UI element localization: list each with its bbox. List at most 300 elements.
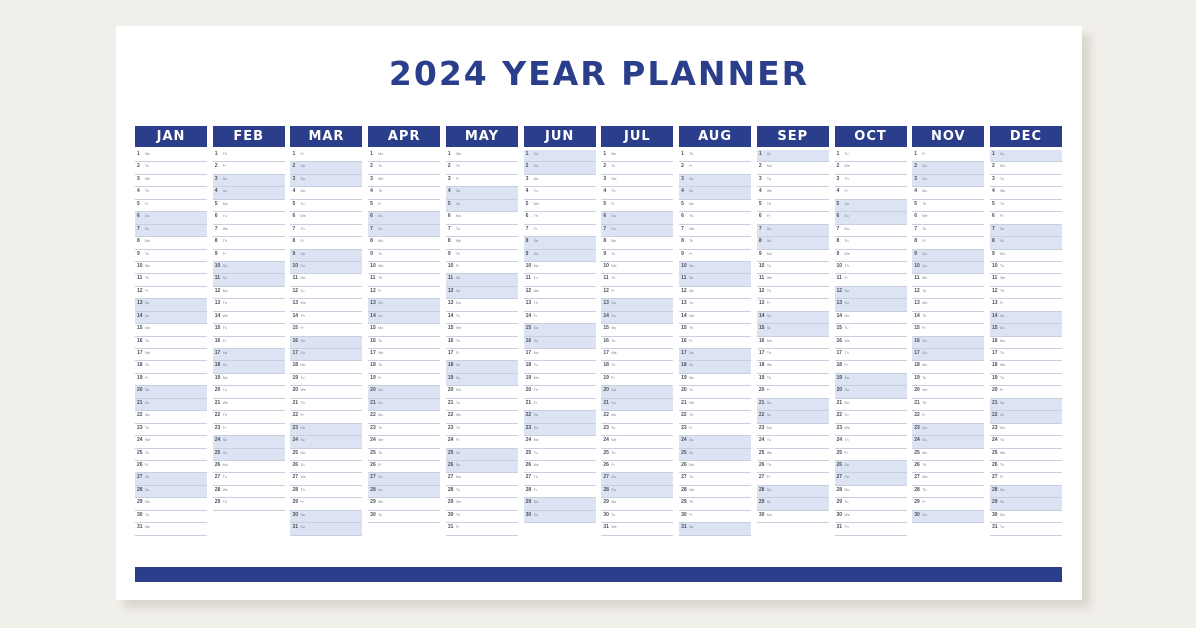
day-row[interactable] [524, 212, 596, 224]
day-row[interactable] [368, 449, 440, 461]
day-row[interactable] [290, 337, 362, 349]
day-row[interactable] [679, 399, 751, 411]
day-row[interactable] [135, 299, 207, 311]
day-row[interactable] [368, 424, 440, 436]
day-row[interactable] [601, 436, 673, 448]
day-row[interactable] [368, 361, 440, 373]
day-row[interactable] [290, 449, 362, 461]
day-row[interactable] [601, 175, 673, 187]
day-row[interactable] [601, 299, 673, 311]
day-row[interactable] [135, 250, 207, 262]
day-row[interactable] [368, 262, 440, 274]
day-row[interactable] [524, 498, 596, 510]
day-row[interactable] [524, 187, 596, 199]
day-row[interactable] [601, 411, 673, 423]
day-row[interactable] [213, 461, 285, 473]
day-row[interactable] [368, 150, 440, 162]
day-row[interactable] [290, 299, 362, 311]
day-row[interactable] [835, 262, 907, 274]
day-row[interactable] [757, 498, 829, 510]
day-row[interactable] [835, 225, 907, 237]
day-row[interactable] [601, 486, 673, 498]
day-row[interactable] [835, 473, 907, 485]
day-row[interactable] [524, 250, 596, 262]
day-row[interactable] [290, 523, 362, 535]
day-row[interactable] [912, 274, 984, 286]
day-row[interactable] [368, 324, 440, 336]
day-row[interactable] [912, 461, 984, 473]
day-row[interactable] [835, 436, 907, 448]
day-row[interactable] [213, 424, 285, 436]
day-row[interactable] [213, 486, 285, 498]
day-row[interactable] [912, 337, 984, 349]
day-row[interactable] [835, 361, 907, 373]
day-row[interactable] [446, 162, 518, 174]
day-row[interactable] [135, 262, 207, 274]
day-row[interactable] [990, 187, 1062, 199]
day-row[interactable] [601, 473, 673, 485]
day-row[interactable] [912, 212, 984, 224]
day-row[interactable] [601, 200, 673, 212]
day-row[interactable] [368, 237, 440, 249]
day-row[interactable] [757, 200, 829, 212]
day-row[interactable] [757, 486, 829, 498]
day-row[interactable] [601, 399, 673, 411]
day-row[interactable] [446, 399, 518, 411]
day-row[interactable] [446, 436, 518, 448]
day-row[interactable] [524, 150, 596, 162]
day-row[interactable] [290, 287, 362, 299]
day-row[interactable] [990, 175, 1062, 187]
day-row[interactable] [446, 274, 518, 286]
day-row[interactable] [757, 399, 829, 411]
day-row[interactable] [446, 200, 518, 212]
day-row[interactable] [135, 449, 207, 461]
day-row[interactable] [290, 250, 362, 262]
day-row[interactable] [213, 200, 285, 212]
day-row[interactable] [835, 162, 907, 174]
day-row[interactable] [835, 175, 907, 187]
day-row[interactable] [446, 262, 518, 274]
day-row[interactable] [990, 312, 1062, 324]
day-row[interactable] [601, 424, 673, 436]
day-row[interactable] [446, 511, 518, 523]
day-row[interactable] [601, 250, 673, 262]
day-row[interactable] [446, 212, 518, 224]
day-row[interactable] [912, 187, 984, 199]
day-row[interactable] [835, 461, 907, 473]
day-row[interactable] [135, 237, 207, 249]
day-row[interactable] [990, 324, 1062, 336]
day-row[interactable] [524, 237, 596, 249]
day-row[interactable] [835, 511, 907, 523]
day-row[interactable] [368, 225, 440, 237]
day-row[interactable] [290, 361, 362, 373]
day-row[interactable] [213, 449, 285, 461]
day-row[interactable] [524, 299, 596, 311]
day-row[interactable] [446, 150, 518, 162]
day-row[interactable] [135, 461, 207, 473]
day-row[interactable] [213, 337, 285, 349]
day-row[interactable] [835, 498, 907, 510]
day-row[interactable] [368, 250, 440, 262]
day-row[interactable] [757, 299, 829, 311]
day-row[interactable] [835, 411, 907, 423]
day-row[interactable] [601, 187, 673, 199]
day-row[interactable] [213, 436, 285, 448]
day-row[interactable] [757, 237, 829, 249]
day-row[interactable] [912, 150, 984, 162]
day-row[interactable] [368, 498, 440, 510]
day-row[interactable] [757, 212, 829, 224]
day-row[interactable] [757, 274, 829, 286]
day-row[interactable] [679, 411, 751, 423]
day-row[interactable] [290, 324, 362, 336]
day-row[interactable] [290, 473, 362, 485]
day-row[interactable] [213, 274, 285, 286]
day-row[interactable] [757, 225, 829, 237]
day-row[interactable] [990, 349, 1062, 361]
day-row[interactable] [990, 225, 1062, 237]
day-row[interactable] [990, 511, 1062, 523]
day-row[interactable] [213, 162, 285, 174]
day-row[interactable] [446, 187, 518, 199]
day-row[interactable] [524, 262, 596, 274]
day-row[interactable] [213, 212, 285, 224]
day-row[interactable] [524, 162, 596, 174]
day-row[interactable] [290, 511, 362, 523]
day-row[interactable] [835, 424, 907, 436]
day-row[interactable] [290, 225, 362, 237]
day-row[interactable] [290, 175, 362, 187]
day-row[interactable] [757, 374, 829, 386]
day-row[interactable] [446, 312, 518, 324]
day-row[interactable] [601, 386, 673, 398]
day-row[interactable] [679, 299, 751, 311]
day-row[interactable] [679, 386, 751, 398]
day-row[interactable] [135, 511, 207, 523]
day-row[interactable] [757, 162, 829, 174]
day-row[interactable] [679, 175, 751, 187]
day-row[interactable] [912, 200, 984, 212]
day-row[interactable] [524, 337, 596, 349]
day-row[interactable] [446, 324, 518, 336]
day-row[interactable] [446, 349, 518, 361]
day-row[interactable] [368, 312, 440, 324]
day-row[interactable] [990, 399, 1062, 411]
day-row[interactable] [679, 337, 751, 349]
day-row[interactable] [213, 411, 285, 423]
day-row[interactable] [912, 511, 984, 523]
day-row[interactable] [135, 361, 207, 373]
day-row[interactable] [679, 200, 751, 212]
day-row[interactable] [601, 274, 673, 286]
day-row[interactable] [679, 473, 751, 485]
day-row[interactable] [446, 299, 518, 311]
day-row[interactable] [524, 324, 596, 336]
day-row[interactable] [368, 187, 440, 199]
day-row[interactable] [135, 162, 207, 174]
day-row[interactable] [213, 175, 285, 187]
day-row[interactable] [757, 187, 829, 199]
day-row[interactable] [679, 287, 751, 299]
day-row[interactable] [679, 225, 751, 237]
day-row[interactable] [912, 175, 984, 187]
day-row[interactable] [757, 473, 829, 485]
day-row[interactable] [368, 274, 440, 286]
day-row[interactable] [835, 287, 907, 299]
day-row[interactable] [990, 162, 1062, 174]
day-row[interactable] [135, 175, 207, 187]
day-row[interactable] [912, 250, 984, 262]
day-row[interactable] [757, 424, 829, 436]
day-row[interactable] [524, 386, 596, 398]
day-row[interactable] [990, 337, 1062, 349]
day-row[interactable] [524, 225, 596, 237]
day-row[interactable] [679, 424, 751, 436]
day-row[interactable] [213, 312, 285, 324]
day-row[interactable] [757, 511, 829, 523]
day-row[interactable] [524, 473, 596, 485]
day-row[interactable] [290, 424, 362, 436]
day-row[interactable] [912, 486, 984, 498]
day-row[interactable] [601, 312, 673, 324]
day-row[interactable] [757, 262, 829, 274]
day-row[interactable] [757, 361, 829, 373]
day-row[interactable] [368, 436, 440, 448]
day-row[interactable] [835, 312, 907, 324]
day-row[interactable] [446, 424, 518, 436]
day-row[interactable] [601, 374, 673, 386]
day-row[interactable] [835, 374, 907, 386]
day-row[interactable] [524, 424, 596, 436]
day-row[interactable] [368, 511, 440, 523]
day-row[interactable] [835, 324, 907, 336]
day-row[interactable] [990, 150, 1062, 162]
day-row[interactable] [990, 212, 1062, 224]
day-row[interactable] [679, 361, 751, 373]
day-row[interactable] [524, 200, 596, 212]
day-row[interactable] [912, 436, 984, 448]
day-row[interactable] [835, 486, 907, 498]
day-row[interactable] [679, 150, 751, 162]
day-row[interactable] [990, 411, 1062, 423]
day-row[interactable] [601, 287, 673, 299]
day-row[interactable] [757, 337, 829, 349]
day-row[interactable] [757, 324, 829, 336]
day-row[interactable] [135, 399, 207, 411]
day-row[interactable] [835, 250, 907, 262]
day-row[interactable] [368, 175, 440, 187]
day-row[interactable] [446, 449, 518, 461]
day-row[interactable] [601, 225, 673, 237]
day-row[interactable] [290, 461, 362, 473]
day-row[interactable] [990, 449, 1062, 461]
day-row[interactable] [368, 162, 440, 174]
day-row[interactable] [679, 187, 751, 199]
day-row[interactable] [213, 187, 285, 199]
day-row[interactable] [679, 498, 751, 510]
day-row[interactable] [446, 498, 518, 510]
day-row[interactable] [290, 200, 362, 212]
day-row[interactable] [679, 461, 751, 473]
day-row[interactable] [446, 175, 518, 187]
day-row[interactable] [524, 312, 596, 324]
day-row[interactable] [368, 212, 440, 224]
day-row[interactable] [601, 361, 673, 373]
day-row[interactable] [135, 411, 207, 423]
day-row[interactable] [912, 225, 984, 237]
day-row[interactable] [290, 349, 362, 361]
day-row[interactable] [368, 386, 440, 398]
day-row[interactable] [601, 461, 673, 473]
day-row[interactable] [912, 374, 984, 386]
day-row[interactable] [446, 473, 518, 485]
day-row[interactable] [990, 461, 1062, 473]
day-row[interactable] [757, 411, 829, 423]
day-row[interactable] [835, 212, 907, 224]
day-row[interactable] [912, 411, 984, 423]
day-row[interactable] [135, 287, 207, 299]
day-row[interactable] [679, 312, 751, 324]
day-row[interactable] [290, 498, 362, 510]
day-row[interactable] [601, 523, 673, 535]
day-row[interactable] [835, 187, 907, 199]
day-row[interactable] [368, 486, 440, 498]
day-row[interactable] [990, 486, 1062, 498]
day-row[interactable] [912, 399, 984, 411]
day-row[interactable] [912, 287, 984, 299]
day-row[interactable] [990, 262, 1062, 274]
day-row[interactable] [135, 212, 207, 224]
day-row[interactable] [912, 312, 984, 324]
day-row[interactable] [290, 374, 362, 386]
day-row[interactable] [912, 299, 984, 311]
day-row[interactable] [835, 386, 907, 398]
day-row[interactable] [368, 473, 440, 485]
day-row[interactable] [601, 449, 673, 461]
day-row[interactable] [524, 449, 596, 461]
day-row[interactable] [679, 274, 751, 286]
day-row[interactable] [290, 399, 362, 411]
day-row[interactable] [290, 162, 362, 174]
day-row[interactable] [679, 162, 751, 174]
day-row[interactable] [757, 349, 829, 361]
day-row[interactable] [990, 200, 1062, 212]
day-row[interactable] [524, 361, 596, 373]
day-row[interactable] [290, 386, 362, 398]
day-row[interactable] [135, 324, 207, 336]
day-row[interactable] [601, 337, 673, 349]
day-row[interactable] [524, 175, 596, 187]
day-row[interactable] [135, 187, 207, 199]
day-row[interactable] [446, 386, 518, 398]
day-row[interactable] [213, 349, 285, 361]
day-row[interactable] [446, 361, 518, 373]
day-row[interactable] [679, 436, 751, 448]
day-row[interactable] [679, 449, 751, 461]
day-row[interactable] [135, 473, 207, 485]
day-row[interactable] [990, 473, 1062, 485]
day-row[interactable] [446, 461, 518, 473]
day-row[interactable] [912, 237, 984, 249]
day-row[interactable] [679, 212, 751, 224]
day-row[interactable] [679, 237, 751, 249]
day-row[interactable] [835, 449, 907, 461]
day-row[interactable] [524, 374, 596, 386]
day-row[interactable] [990, 498, 1062, 510]
day-row[interactable] [912, 361, 984, 373]
day-row[interactable] [990, 274, 1062, 286]
day-row[interactable] [835, 274, 907, 286]
day-row[interactable] [757, 449, 829, 461]
day-row[interactable] [912, 449, 984, 461]
day-row[interactable] [835, 150, 907, 162]
day-row[interactable] [135, 337, 207, 349]
day-row[interactable] [679, 324, 751, 336]
day-row[interactable] [446, 287, 518, 299]
day-row[interactable] [757, 250, 829, 262]
day-row[interactable] [524, 511, 596, 523]
day-row[interactable] [135, 274, 207, 286]
day-row[interactable] [679, 262, 751, 274]
day-row[interactable] [601, 262, 673, 274]
day-row[interactable] [990, 237, 1062, 249]
day-row[interactable] [679, 349, 751, 361]
day-row[interactable] [368, 337, 440, 349]
day-row[interactable] [213, 473, 285, 485]
day-row[interactable] [290, 187, 362, 199]
day-row[interactable] [601, 150, 673, 162]
day-row[interactable] [135, 374, 207, 386]
day-row[interactable] [135, 436, 207, 448]
day-row[interactable] [368, 461, 440, 473]
day-row[interactable] [446, 411, 518, 423]
day-row[interactable] [135, 523, 207, 535]
day-row[interactable] [290, 237, 362, 249]
day-row[interactable] [446, 237, 518, 249]
day-row[interactable] [679, 511, 751, 523]
day-row[interactable] [679, 523, 751, 535]
day-row[interactable] [912, 386, 984, 398]
day-row[interactable] [213, 150, 285, 162]
day-row[interactable] [135, 200, 207, 212]
day-row[interactable] [835, 399, 907, 411]
day-row[interactable] [601, 212, 673, 224]
day-row[interactable] [990, 424, 1062, 436]
day-row[interactable] [368, 349, 440, 361]
day-row[interactable] [835, 523, 907, 535]
day-row[interactable] [290, 150, 362, 162]
day-row[interactable] [912, 162, 984, 174]
day-row[interactable] [524, 436, 596, 448]
day-row[interactable] [135, 424, 207, 436]
day-row[interactable] [213, 250, 285, 262]
day-row[interactable] [990, 436, 1062, 448]
day-row[interactable] [601, 162, 673, 174]
day-row[interactable] [135, 150, 207, 162]
day-row[interactable] [835, 237, 907, 249]
day-row[interactable] [135, 225, 207, 237]
day-row[interactable] [757, 150, 829, 162]
day-row[interactable] [368, 200, 440, 212]
day-row[interactable] [601, 511, 673, 523]
day-row[interactable] [368, 299, 440, 311]
day-row[interactable] [679, 374, 751, 386]
day-row[interactable] [990, 386, 1062, 398]
day-row[interactable] [290, 486, 362, 498]
day-row[interactable] [601, 498, 673, 510]
